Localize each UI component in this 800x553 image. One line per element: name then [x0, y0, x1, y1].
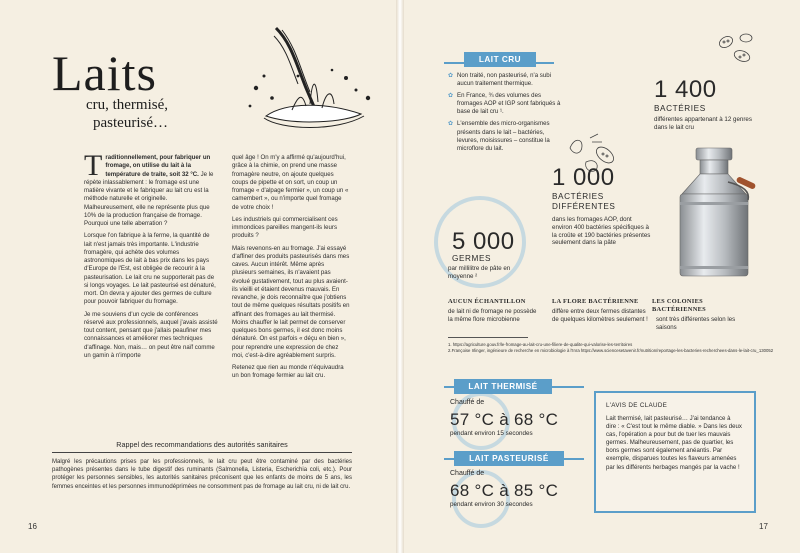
health-notice-title: Rappel des recommandations des autorités sanitaires	[116, 440, 288, 449]
microbe-icon: ✿	[448, 121, 454, 128]
stat-label: BACTÉRIES	[654, 104, 706, 113]
box-title: L'AVIS DE CLAUDE	[606, 402, 668, 409]
footnote: 2.Françoise Irlinger, ingénieure de recherche en microbiologie à l'Inra https://www.sciencesetavenir.fr/nutrition/reportage-les-bacteries-recherchees-dans-le-lait-cru_130052	[448, 348, 774, 353]
page-number-right: 17	[759, 522, 768, 531]
drop-cap: T	[84, 149, 103, 182]
milk-splash-illustration	[236, 18, 386, 148]
health-notice-text: Malgré les précautions prises par les professionnels, le lait cru peut être contaminé par des bactéries pathogènes présentes dans le tube digestif des ruminants (Salmonella, Listeria, Escherichia coli, etc.). Pour protéger les personnes sensibles, les autorités sanitaires préconisent que les enfants de moins de 5 ans, les femmes enceintes et les personnes immunodéprimées ne consomment pas de fromage au lait cru, ni de lait cru.	[52, 459, 352, 490]
temperature-heading: Chauffé de	[450, 399, 485, 406]
stat-description: par millilitre de pâte en moyenne ²	[448, 265, 511, 280]
temperature-duration: pendant environ 30 secondes	[450, 501, 533, 508]
fact-body: sont très différentes selon les saisons	[656, 316, 736, 331]
microbe-icon: ✿	[448, 73, 454, 79]
bacteria-illustration	[714, 30, 764, 70]
claude-opinion-box	[594, 391, 756, 513]
page-subtitle: cru, thermisé, pasteurisé…	[85, 97, 168, 131]
article-paragraph: Mais revenons-en au fromage. J'ai essayé d'affiner des produits pasteurisés dans mes caves. Aucun intérêt. Même après plusieurs semaines, ils n'avaient pas évolué gustativement, tout au plus avaient-ils vieilli et étaient devenus mauvais. En revanche, je dois reconnaître que j'obtiens tout de même quelques résultats positifs en affinant des fromages au lait thermisé. Moins chauffer le lait permet de conserver quelques bons germes, il est donc moins dénaturé. On est parfois « déçu en bien », pour reprendre une expression de chez moi, c'est-à-dire agréablement surpris.	[232, 244, 350, 359]
fact-title: LES COLONIES BACTÉRIENNES	[652, 298, 707, 313]
divider	[448, 337, 528, 338]
temperature-range: 57 °C à 68 °C	[450, 410, 559, 429]
milk-can-illustration	[666, 142, 762, 282]
footnote: 1. https://agriculture.gouv.fr/le-fromage-au-lait-cru-une-filiere-de-qualite-qui-valorise-les-territoires	[448, 342, 633, 347]
microbe-icon: ✿	[448, 93, 454, 100]
box-text: Lait thermisé, lait pasteurisé… J'ai tendance à dire : « C'est tout le même diable. » Dans les deux cas, l'opération a pour but de tuer les mauvais germes. Malheureusement, pas de quartier, les bons germes sont également anéantis. Par exemple, disparues toutes les flaveurs amenées par les différents herbages mangés par la vache !	[606, 415, 742, 471]
divider	[52, 452, 352, 453]
temperature-heading: Chauffé de	[450, 470, 485, 477]
stat-number-1400: 1 400	[654, 76, 717, 103]
list-item: ✿ Non traité, non pasteurisé, n'a subi aucun traitement thermique.	[448, 72, 551, 88]
temperature-range: 68 °C à 85 °C	[450, 481, 559, 500]
footnotes	[448, 342, 788, 354]
stat-number-1000: 1 000	[552, 164, 615, 191]
book-gutter	[396, 0, 404, 553]
list-item: ✿ En France, ¾ des volumes des fromages AOP et IGP sont fabriqués à base de lait cru ¹.	[448, 92, 561, 116]
list-item: ✿ L'ensemble des micro-organismes présents dans le lait – bactéries, levures, moisissures – constitue la microflore du lait.	[448, 120, 550, 152]
article-paragraph: Les industriels qui commercialisent ces immondices pareilles mangent-ils leurs produits ?	[232, 215, 338, 240]
right-page	[404, 0, 800, 553]
temperature-duration: pendant environ 15 secondes	[450, 430, 533, 437]
article-paragraph: Retenez que rien au monde n'équivaudra un bon fromage fermier au lait cru.	[232, 364, 344, 380]
section-label-thermise: LAIT THERMISÉ	[454, 379, 552, 394]
article-paragraph: Lorsque l'on fabrique à la ferme, la quantité de lait n'est jamais très importante. L'industrie fromagère, qui achète des volumes astronomiques de lait à bas prix dans les pays d'Europe de l'Est, est obligée de recourir à la pasteurisation. Le lait cru ne supporterait pas de si longs voyages. Le lait pasteurisé est dénaturé, mort. On devra y ajouter des germes de culture pour pouvoir fabriquer du fromage.	[84, 232, 216, 306]
section-label-pasteurise: LAIT PASTEURISÉ	[454, 451, 564, 466]
article-column-2	[232, 154, 350, 385]
article-paragraph: Je me souviens d'un cycle de conférences réservé aux professionnels, auquel j'avais assisté tout content, pensant que j'allais peaufiner mes connaissances et améliorer mes techniques d'affinage. Non, mais… on peut être naïf comme un gamin à n'importe	[84, 310, 218, 359]
fact-body: diffère entre deux fermes distantes de quelques kilomètres seulement !	[552, 308, 648, 323]
stat-label: BACTÉRIES DIFFÉRENTES	[552, 192, 616, 211]
fact-body: de lait ni de fromage ne possède la même flore microbienne	[448, 308, 537, 323]
article-column-1	[84, 149, 218, 364]
left-page	[0, 0, 396, 553]
section-label-lait-cru: LAIT CRU	[464, 52, 536, 67]
stat-description: différentes appartenant à 12 genres dans le lait cru	[654, 116, 752, 131]
page-number-left: 16	[28, 522, 37, 531]
article-lead: raditionnellement, pour fabriquer un fromage, on utilise du lait à la température de traite, soit 32 °C.	[105, 154, 211, 178]
stat-number-5000: 5 000	[452, 228, 515, 255]
article-paragraph: Traditionnellement, pour fabriquer un fromage, on utilise du lait à la température de traite, soit 32 °C. Je le répète inlassablement : le fromage est une matière vivante et le fabriquer au lait cru est la méthode naturelle et originelle. Malheureusement, elle ne représente plus que 10% de la production française de fromage. Pourquoi une telle aberration ?	[84, 149, 214, 227]
fact-title: LA FLORE BACTÉRIENNE	[552, 298, 639, 305]
stat-description: dans les fromages AOP, dont environ 400 bactéries spécifiques à la croûte et 190 bactéries présentes seulement dans la pâte	[552, 216, 651, 247]
stat-label: GERMES	[452, 254, 492, 263]
page-title: Laits	[52, 45, 157, 101]
article-paragraph: quel âge ! On m'y a affirmé qu'aujourd'hui, grâce à la chimie, on prend une masse fromagère neutre, on ajoute quelques coups de pipette et on sort, un coup un fromage « d'alpage fermier », un coup un « camembert », ou n'importe quel fromage de votre choix !	[232, 154, 349, 211]
lait-cru-bullets	[448, 72, 564, 157]
fact-title: AUCUN ÉCHANTILLON	[448, 298, 526, 305]
